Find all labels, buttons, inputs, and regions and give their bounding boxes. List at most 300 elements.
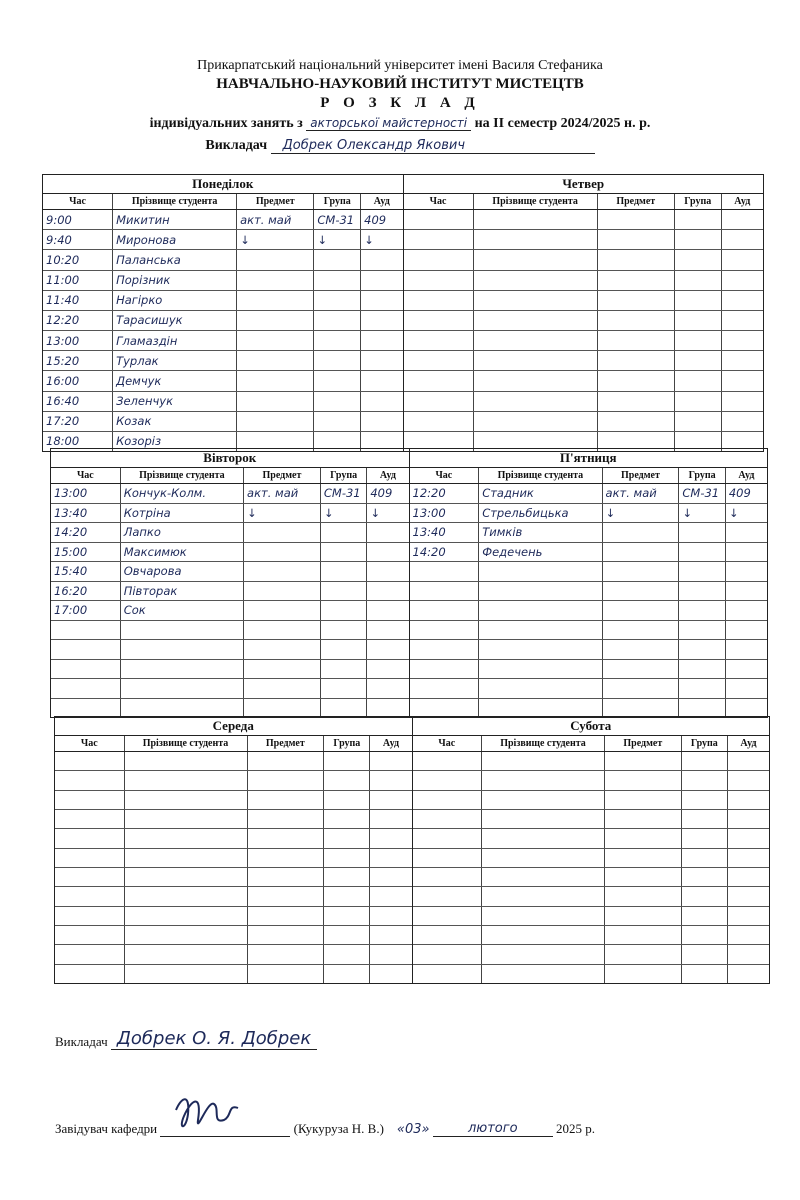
room-cell [722,412,763,431]
day-table [413,717,770,983]
group-cell [679,640,725,659]
column-header: Прізвище студента [479,468,602,483]
subject-cell [248,926,325,944]
room-cell [367,601,408,620]
subject-cell [244,562,321,581]
time-cell: 14:20 [51,523,121,542]
column-header-row [404,194,764,210]
time-cell [410,582,480,601]
table-row [413,887,770,906]
group-cell: ↓ [679,504,725,523]
time-cell: 13:40 [51,504,121,523]
group-cell [324,829,370,847]
subject-cell [248,810,325,828]
student-cell [121,679,244,698]
table-row [51,504,409,524]
room-cell [728,965,769,983]
column-header: Група [314,194,361,209]
subject-cell: ↓ [244,504,321,523]
student-cell: Демчук [113,371,237,390]
room-cell: ↓ [364,232,374,247]
subject-cell [244,679,321,698]
table-row [55,791,412,810]
table-body [55,752,412,983]
column-header: Час [55,736,125,751]
room-cell: ↓ [370,505,380,520]
group-cell [314,412,361,431]
table-row [55,849,412,868]
student-cell [125,849,248,867]
subject-cell [237,392,314,411]
time-cell [404,210,474,229]
institute-name: НАВЧАЛЬНО-НАУКОВИЙ ІНСТИТУТ МИСТЕЦТВ [216,76,584,92]
group-cell [675,291,722,310]
subject-cell [244,601,321,620]
table-row [55,810,412,829]
table-row [410,484,768,504]
group-cell [321,640,367,659]
table-row [51,562,409,582]
table-row [413,791,770,810]
room-cell [726,679,767,698]
group-cell [679,601,725,620]
time-cell [404,230,474,249]
room-cell [728,771,769,789]
room-cell [722,291,763,310]
table-row [55,965,412,983]
subject-cell [603,699,680,718]
time-cell: 13:00 [51,484,121,503]
subtitle-suffix: на II семестр 2024/2025 н. р. [474,116,651,131]
column-header: Предмет [237,194,314,209]
student-cell: Лапко [121,523,244,542]
table-row [404,271,764,291]
subject-cell [598,271,675,290]
column-header: Група [675,194,722,209]
time-cell: 15:20 [43,351,113,370]
room-cell [370,965,411,983]
student-cell: Кончук-Колм. [121,484,244,503]
group-cell [675,250,722,269]
table-body [413,752,770,983]
student-cell: Котріна [121,504,244,523]
room-cell [726,660,767,679]
table-row [410,562,768,582]
group-cell [321,582,367,601]
time-cell [413,965,483,983]
student-cell [125,868,248,886]
time-cell [413,791,483,809]
table-row [55,829,412,848]
group-cell [321,523,367,542]
student-cell [482,849,605,867]
table-row [413,810,770,829]
time-cell [55,849,125,867]
group-cell [679,699,725,718]
table-row [43,230,403,250]
subject-cell [248,771,325,789]
subject-cell [605,771,682,789]
day-name: Середа [55,717,412,736]
room-cell [361,311,402,330]
group-cell [679,562,725,581]
day-table [51,449,410,717]
room-cell [728,945,769,963]
table-row [51,660,409,680]
subject-cell [598,371,675,390]
time-cell: 13:40 [410,523,480,542]
group-cell [321,679,367,698]
student-cell [474,331,598,350]
student-cell [479,699,602,718]
student-cell [482,926,605,944]
group-cell [324,810,370,828]
time-cell [404,412,474,431]
column-header: Ауд [373,196,390,207]
subject-handwritten: акторської майстерності [306,116,471,131]
student-cell [479,660,602,679]
student-cell [121,621,244,640]
subject-cell [605,829,682,847]
group-cell [675,271,722,290]
time-cell [55,945,125,963]
table-body [410,484,768,717]
subject-cell [237,331,314,350]
room-cell [722,371,763,390]
room-cell: ↓ [728,505,739,520]
table-body [51,484,409,717]
student-cell [125,752,248,770]
time-cell [413,926,483,944]
subject-cell [248,849,325,867]
student-cell [474,271,598,290]
student-cell: Тимків [479,523,602,542]
subject-cell [248,887,325,905]
group-cell [675,210,722,229]
column-header: Ауд [740,738,757,749]
student-cell: Миронова [113,230,237,249]
student-cell [479,640,602,659]
subject-cell [237,311,314,330]
table-row [43,371,403,391]
group-cell [675,351,722,370]
time-cell: 18:00 [43,432,113,451]
room-cell [722,392,763,411]
subject-cell [237,291,314,310]
group-cell [682,965,728,983]
table-row [413,945,770,964]
subject-cell [605,849,682,867]
subject-cell [603,660,680,679]
subject-cell [248,868,325,886]
column-header: Група [679,468,725,483]
student-cell [125,965,248,983]
group-cell [314,392,361,411]
time-cell: 17:20 [43,412,113,431]
table-row [51,523,409,543]
subject-cell [603,621,680,640]
student-cell [125,791,248,809]
student-cell [474,250,598,269]
room-cell [726,523,767,542]
day-name: Вівторок [51,449,409,468]
student-cell [474,291,598,310]
subject-cell: ↓ [603,504,680,523]
group-cell [321,601,367,620]
student-cell [482,791,605,809]
day-table [55,717,413,983]
table-row [404,291,764,311]
subject-cell [598,311,675,330]
subject-cell [248,945,325,963]
head-signature-mark [160,1102,290,1137]
time-cell: 16:20 [51,582,121,601]
student-cell [479,562,602,581]
time-cell [413,887,483,905]
subject-cell [248,752,325,770]
table-row [51,679,409,699]
group-cell [679,523,725,542]
room-cell [722,331,763,350]
subject-cell: ↓ [237,230,314,249]
subject-cell [244,523,321,542]
student-cell: Козак [113,412,237,431]
table-body [404,210,764,451]
student-cell: Гламаздін [113,331,237,350]
room-cell [722,271,763,290]
teacher-line [0,138,800,154]
table-row [413,965,770,983]
column-header: Час [51,468,121,483]
time-cell [55,771,125,789]
time-cell [413,907,483,925]
table-row [404,210,764,230]
student-cell [125,907,248,925]
student-cell [482,868,605,886]
group-cell [321,562,367,581]
subtitle-line [0,116,800,132]
table-row [404,412,764,432]
group-cell [314,271,361,290]
table-row [43,412,403,432]
column-header: Прізвище студента [113,194,237,209]
time-cell: 9:40 [43,230,113,249]
subject-cell [598,392,675,411]
table-row [404,230,764,250]
room-cell [722,250,763,269]
room-cell [728,829,769,847]
subject-cell [244,582,321,601]
table-row [43,351,403,371]
day-name: Понеділок [43,175,403,194]
student-cell [125,945,248,963]
room-cell [726,543,767,562]
table-row [410,582,768,602]
student-cell [479,582,602,601]
time-cell [410,660,480,679]
subject-cell [248,791,325,809]
table-row [413,868,770,887]
table-row [410,699,768,718]
group-cell [679,679,725,698]
group-cell [679,582,725,601]
subject-cell [603,601,680,620]
group-cell [324,965,370,983]
table-row [410,621,768,641]
group-cell [679,543,725,562]
time-cell [404,311,474,330]
time-cell [55,810,125,828]
column-header: Ауд [734,196,751,207]
group-cell [682,926,728,944]
table-row [51,640,409,660]
column-header: Ауд [379,470,396,481]
group-cell [324,907,370,925]
time-cell [410,679,480,698]
group-cell [682,771,728,789]
group-cell [324,887,370,905]
student-cell: Микитин [113,210,237,229]
day-name: Четвер [404,175,764,194]
time-cell [404,392,474,411]
student-cell [482,887,605,905]
room-cell [726,601,767,620]
head-signature-line [55,1102,595,1137]
table-row [404,331,764,351]
group-cell [321,543,367,562]
room-cell [726,582,767,601]
subject-cell [248,907,325,925]
time-cell [413,868,483,886]
student-cell [121,660,244,679]
student-cell [121,699,244,718]
time-cell [410,621,480,640]
room-cell [367,679,408,698]
table-row [410,640,768,660]
room-cell [370,907,411,925]
room-cell [370,752,411,770]
table-row [410,523,768,543]
column-header: Предмет [244,468,321,483]
subject-cell [605,926,682,944]
column-header-row [413,736,770,752]
time-cell: 16:00 [43,371,113,390]
time-cell [51,640,121,659]
room-cell [361,291,402,310]
table-row [43,311,403,331]
schedule-block-3 [54,716,770,984]
table-row [404,250,764,270]
table-row [404,392,764,412]
student-cell [125,771,248,789]
table-row [413,849,770,868]
day-table [43,175,404,451]
student-cell [474,230,598,249]
student-cell [125,926,248,944]
subject-cell: акт. май [603,484,680,503]
student-cell [474,210,598,229]
subject-cell [598,230,675,249]
table-row [43,291,403,311]
date-month: лютого [433,1121,553,1137]
subject-cell [237,371,314,390]
group-cell [682,868,728,886]
time-cell [404,271,474,290]
room-cell [361,351,402,370]
subject-cell [244,660,321,679]
student-cell [125,887,248,905]
room-cell [726,699,767,718]
column-header: Ауд [738,470,755,481]
group-cell [679,621,725,640]
room-cell [728,868,769,886]
subject-cell [237,351,314,370]
time-cell [55,907,125,925]
subject-cell [605,945,682,963]
room-cell [367,582,408,601]
table-row [410,504,768,524]
group-cell [314,331,361,350]
student-cell [474,311,598,330]
student-cell: Овчарова [121,562,244,581]
room-cell [728,926,769,944]
room-cell [726,640,767,659]
subject-cell [598,351,675,370]
table-row [413,771,770,790]
group-cell [321,660,367,679]
student-cell: Порізник [113,271,237,290]
group-cell [682,945,728,963]
subject-cell [605,907,682,925]
room-cell [361,392,402,411]
room-cell [361,371,402,390]
time-cell [55,752,125,770]
table-row [51,543,409,563]
time-cell [413,945,483,963]
student-cell [482,771,605,789]
room-cell [726,621,767,640]
table-row [43,210,403,230]
table-row [51,621,409,641]
student-cell [474,351,598,370]
table-row [413,752,770,771]
student-cell [474,392,598,411]
subject-cell [603,640,680,659]
university-name: Прикарпатський національний університет імені Василя Стефаника [197,58,603,73]
room-cell [728,752,769,770]
student-cell: Тарасишук [113,311,237,330]
student-cell [482,829,605,847]
time-cell: 14:20 [410,543,480,562]
table-row [410,543,768,563]
student-cell: Стрельбицька [479,504,602,523]
room-cell [367,621,408,640]
subject-cell [598,291,675,310]
group-cell [321,621,367,640]
time-cell: 13:00 [410,504,480,523]
time-cell: 12:20 [410,484,480,503]
table-row [410,660,768,680]
group-cell [314,291,361,310]
subject-cell [605,791,682,809]
subject-cell [605,810,682,828]
room-cell: 409 [728,486,751,501]
table-row [51,582,409,602]
column-header: Прізвище студента [121,468,244,483]
table-row [410,679,768,699]
room-cell [361,331,402,350]
time-cell: 9:00 [43,210,113,229]
